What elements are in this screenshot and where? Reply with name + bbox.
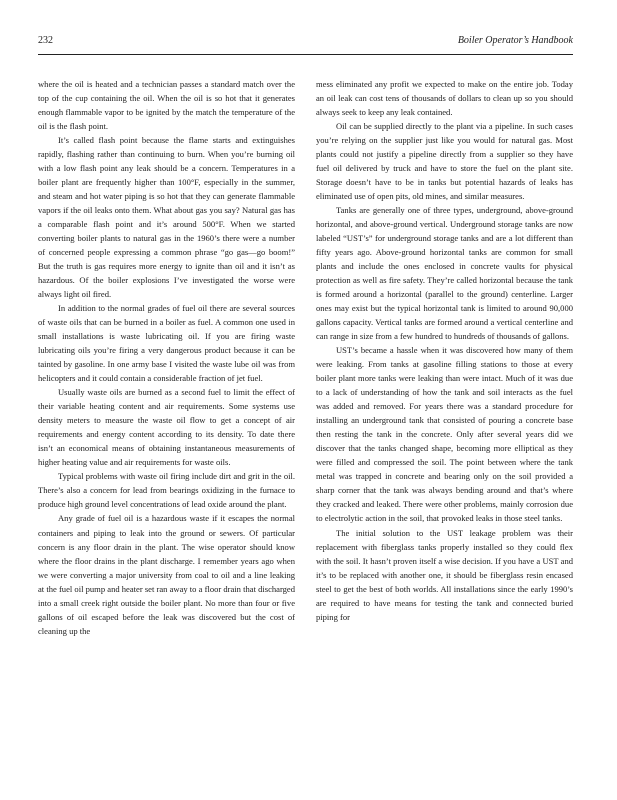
- header-rule: [38, 54, 573, 55]
- paragraph-hazardous-waste: Any grade of fuel oil is a hazardous waste if it escapes the normal containers and piping to leak into the ground or sewers. Of particular concern is any floor drain in the plant. The wise operator should know where the floor drains in the plant discharge. I remember years ago when we were converting a major university from coal to oil and a line leaking at the fuel oil pump and heater set ran away to a floor drain that discharged into a small creek right outside the boiler plant. No more than four or five gallons of oil escaped before the leak was discovered but the cost of cleaning up the: [38, 513, 295, 636]
- paragraph-ust-solution: The initial solution to the UST leakage problem was their replacement with fiberglass tanks properly installed so they could flex with the soil. It hasn’t proven itself a wise decision. If you have a UST and it’s to be replaced with another one, it should be fiberglass resin encased steel to get the best of both worlds. All installations since the early 1990’s are required to have means for testing the tank and connected buried piping for: [316, 527, 573, 622]
- left-column: [38, 77, 295, 638]
- running-header: [38, 35, 573, 49]
- paragraph-flash-point-definition: It’s called flash point because the flame starts and extinguishes rapidly, flashing rather than continuing to burn. When you’re burning oil with a low flash point any leak should be a concern. Temperatures in a boiler plant are frequently higher than 100°F, especially in the summer, and steam and hot water piping is so hot that they can generate flammable vapors if the oil leaks onto them. What about gas you say? Natural gas has a comparable flash point and it’s around 500°F. When we started converting boiler plants to natural gas in the 1960’s there were a number of concerned people expressing a common phrase “go gas—go boom!” But the truth is gas requires more energy to ignite than oil and it isn’t as hazardous. Of the boiler explosions I’ve investigated the worse were always light oil fired.: [38, 135, 295, 300]
- paragraph-waste-oil-burning: Usually waste oils are burned as a second fuel to limit the effect of their variable heating content and air requirements. Some systems use density meters to measure the waste oil flow to get a concept of air requirements and energy content according to its density. To date there isn’t an economical means of obtaining instantaneous measurements of higher heating value and air requirements for waste oils.: [38, 387, 295, 468]
- paragraph-tank-types: Tanks are generally one of three types, underground, above-ground horizontal, and above-ground vertical. Underground storage tanks are now labeled “UST’s” for underground storage tanks and are a lot different than fifty years ago. Above-ground horizontal tanks are common for small plants and include the ones enclosed in concrete vaults for physical protection as well as fire safety. They’re called horizontal because the tank is formed around a horizontal (parallel to the ground) centerline. Larger ones may exist but the typical horizontal tank is limited to around 90,000 gallons capacity. Vertical tanks are formed around a vertical centerline and can range in size from a few hundred to hundreds of thousands of gallons.: [316, 205, 573, 342]
- paragraph-leak-cost: mess eliminated any profit we expected to make on the entire job. Today an oil leak can cost tens of thousands of dollars to clean up so you should always seek to keep any leak contained.: [316, 79, 573, 118]
- paragraph-flash-point-test: where the oil is heated and a technician passes a standard match over the top of the cup containing the oil. When the oil is so hot that it generates enough flammable vapor to be ignited by the match the temperature of the oil is the flash point.: [38, 79, 295, 132]
- paragraph-waste-oil-problems: Typical problems with waste oil firing include dirt and grit in the oil. There’s also a concern for lead from bearings oxidizing in the furnace to produce high ground level concentrations of lead oxide around the plant.: [38, 471, 295, 510]
- right-column: [316, 77, 573, 624]
- paragraph-oil-supply: Oil can be supplied directly to the plant via a pipeline. In such cases you’re relying on the supplier just like you would for natural gas. Most plants could not justify a pipeline directly from a supplier so they have fuel oil delivered by truck and have to store the fuel on the plant site. Storage doesn’t have to be in tanks but potential hazards of leaks has eliminated use of open pits, old mines, and similar measures.: [316, 121, 573, 202]
- paragraph-waste-oils: In addition to the normal grades of fuel oil there are several sources of waste oils that can be burned in a boiler as fuel. A common one used in small installations is waste lubricating oil. If you are firing waste lubricating oils you’re firing a very dangerous product because it can be tainted by gasoline. In one army base I visited the waste lube oil was from helicopters and it could contain a considerable fraction of jet fuel.: [38, 303, 295, 384]
- page-number: 232: [38, 35, 53, 46]
- paragraph-ust-leaks: UST’s became a hassle when it was discovered how many of them were leaking. From tanks at gasoline filling stations to those at every boiler plant more tanks were leaking than were intact. Much of it was due to a lack of understanding of how the tank and soil interacts as the fuel was added and removed. For years there was a standard procedure for installing an underground tank that consisted of pouring a concrete base then resting the tank in the concrete. Only after several years did we discover that the tanks changed shape, becoming more elliptical as they were filled and compressed the soil. The point between where the tank metal was trapped in concrete and bearing only on the soil provided a sharp corner that the tank was always bending around and that’s where they cracked and leaked. There were other problems, mainly corrosion due to electrolytic action in the soil, that provoked leaks in those steel tanks.: [316, 345, 573, 524]
- book-title: Boiler Operator’s Handbook: [457, 35, 573, 46]
